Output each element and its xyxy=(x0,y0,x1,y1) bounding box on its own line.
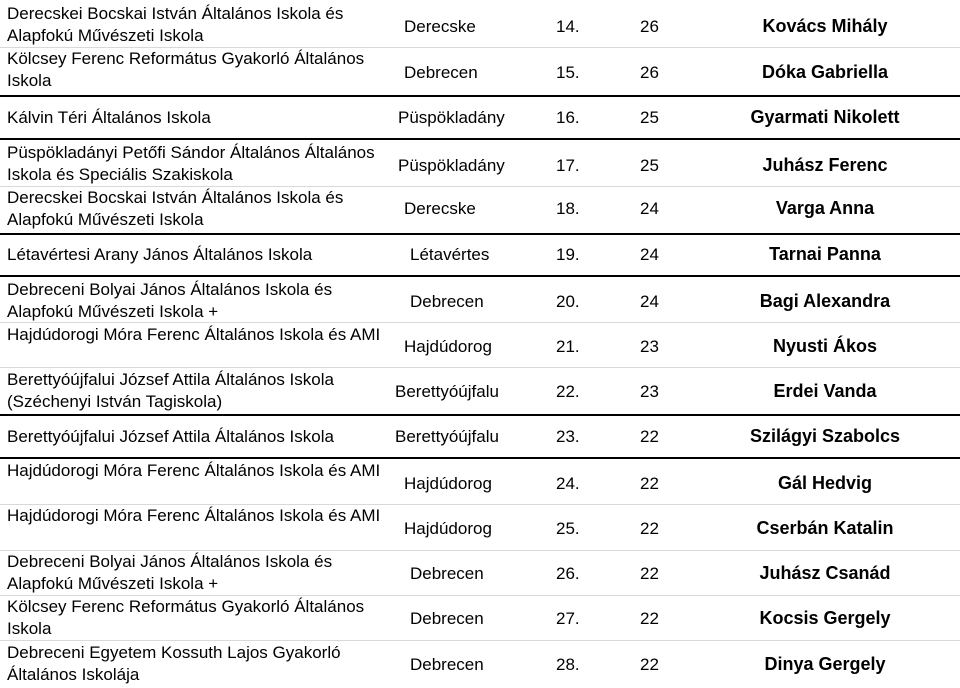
city: Püspökladány xyxy=(398,156,505,175)
table-row xyxy=(0,323,960,368)
table-row xyxy=(0,641,960,688)
school-name: Debreceni Egyetem Kossuth Lajos Gyakorló Általános Iskolája xyxy=(7,643,341,684)
school-name: Debreceni Bolyai János Általános Iskola és Alapfokú Művészeti Iskola + xyxy=(7,552,333,593)
student-name: Bagi Alexandra xyxy=(759,291,891,311)
table-row xyxy=(0,48,960,97)
rank: 19. xyxy=(556,245,580,264)
student-name: Erdei Vanda xyxy=(773,381,877,401)
points: 26 xyxy=(640,63,659,82)
city: Berettyóújfalu xyxy=(395,427,499,446)
student-name: Dinya Gergely xyxy=(764,654,886,674)
rank: 16. xyxy=(556,108,580,127)
table-row xyxy=(0,187,960,235)
city: Derecske xyxy=(404,17,476,36)
city: Püspökladány xyxy=(398,108,505,127)
table-row xyxy=(0,459,960,505)
rank: 15. xyxy=(556,63,580,82)
points: 25 xyxy=(640,108,659,127)
school-name: Kölcsey Ferenc Református Gyakorló Általános Iskola xyxy=(7,49,365,90)
school-name: Létavértesi Arany János Általános Iskola xyxy=(7,245,313,264)
rank: 14. xyxy=(556,17,580,36)
city: Hajdúdorog xyxy=(404,519,492,538)
points: 24 xyxy=(640,199,659,218)
student-name: Cserbán Katalin xyxy=(756,518,894,538)
points: 22 xyxy=(640,609,659,628)
points: 24 xyxy=(640,245,659,264)
school-name: Derecskei Bocskai István Általános Iskola és Alapfokú Művészeti Iskola xyxy=(7,188,344,229)
rank: 26. xyxy=(556,564,580,583)
table-row xyxy=(0,277,960,323)
student-name: Kocsis Gergely xyxy=(759,608,891,628)
student-name: Juhász Csanád xyxy=(759,563,891,583)
points: 26 xyxy=(640,17,659,36)
city: Berettyóújfalu xyxy=(395,382,499,401)
rank: 18. xyxy=(556,199,580,218)
city: Hajdúdorog xyxy=(404,474,492,493)
table-row xyxy=(0,505,960,551)
points: 22 xyxy=(640,564,659,583)
school-name: Kölcsey Ferenc Református Gyakorló Általános Iskola xyxy=(7,597,365,638)
school-name: Hajdúdorogi Móra Ferenc Általános Iskola és AMI xyxy=(7,325,381,344)
city: Debrecen xyxy=(410,564,484,583)
student-name: Varga Anna xyxy=(775,198,875,218)
student-name: Nyusti Ákos xyxy=(772,336,878,356)
rank: 17. xyxy=(556,156,580,175)
student-name: Juhász Ferenc xyxy=(762,155,888,175)
points: 23 xyxy=(640,337,659,356)
rank: 24. xyxy=(556,474,580,493)
city: Debrecen xyxy=(410,609,484,628)
school-name: Hajdúdorogi Móra Ferenc Általános Iskola és AMI xyxy=(7,461,381,480)
school-name: Berettyóújfalui József Attila Általános Iskola (Széchenyi István Tagiskola) xyxy=(7,370,334,411)
student-name: Tarnai Panna xyxy=(769,244,881,264)
table-row xyxy=(0,97,960,140)
city: Debrecen xyxy=(410,655,484,674)
city: Hajdúdorog xyxy=(404,337,492,356)
table-row xyxy=(0,0,960,48)
table-row xyxy=(0,551,960,596)
city: Derecske xyxy=(404,199,476,218)
rank: 20. xyxy=(556,292,580,311)
rank: 21. xyxy=(556,337,580,356)
table-row xyxy=(0,235,960,277)
rank: 25. xyxy=(556,519,580,538)
points: 23 xyxy=(640,382,659,401)
table-row xyxy=(0,368,960,416)
city: Debrecen xyxy=(410,292,484,311)
points: 22 xyxy=(640,519,659,538)
student-name: Gyarmati Nikolett xyxy=(750,107,900,127)
points: 25 xyxy=(640,156,659,175)
student-name: Dóka Gabriella xyxy=(761,62,889,82)
table-row xyxy=(0,416,960,459)
table-row xyxy=(0,140,960,187)
rank: 23. xyxy=(556,427,580,446)
rank: 28. xyxy=(556,655,580,674)
student-name: Szilágyi Szabolcs xyxy=(749,426,901,446)
points: 22 xyxy=(640,655,659,674)
city: Debrecen xyxy=(404,63,478,82)
school-name: Derecskei Bocskai István Általános Iskola és Alapfokú Művészeti Iskola xyxy=(7,4,344,45)
school-name: Berettyóújfalui József Attila Általános Iskola xyxy=(7,427,334,446)
school-name: Debreceni Bolyai János Általános Iskola és Alapfokú Művészeti Iskola + xyxy=(7,280,333,321)
school-name: Hajdúdorogi Móra Ferenc Általános Iskola és AMI xyxy=(7,506,381,525)
school-name: Püspökladányi Petőfi Sándor Általános Általános Iskola és Speciális Szakiskola xyxy=(7,143,375,184)
points: 24 xyxy=(640,292,659,311)
city: Létavértes xyxy=(410,245,490,264)
rank: 27. xyxy=(556,609,580,628)
rank: 22. xyxy=(556,382,580,401)
table-row xyxy=(0,596,960,641)
student-name: Gál Hedvig xyxy=(777,473,873,493)
points: 22 xyxy=(640,427,659,446)
student-name: Kovács Mihály xyxy=(762,16,888,36)
points: 22 xyxy=(640,474,659,493)
school-name: Kálvin Téri Általános Iskola xyxy=(7,108,211,127)
